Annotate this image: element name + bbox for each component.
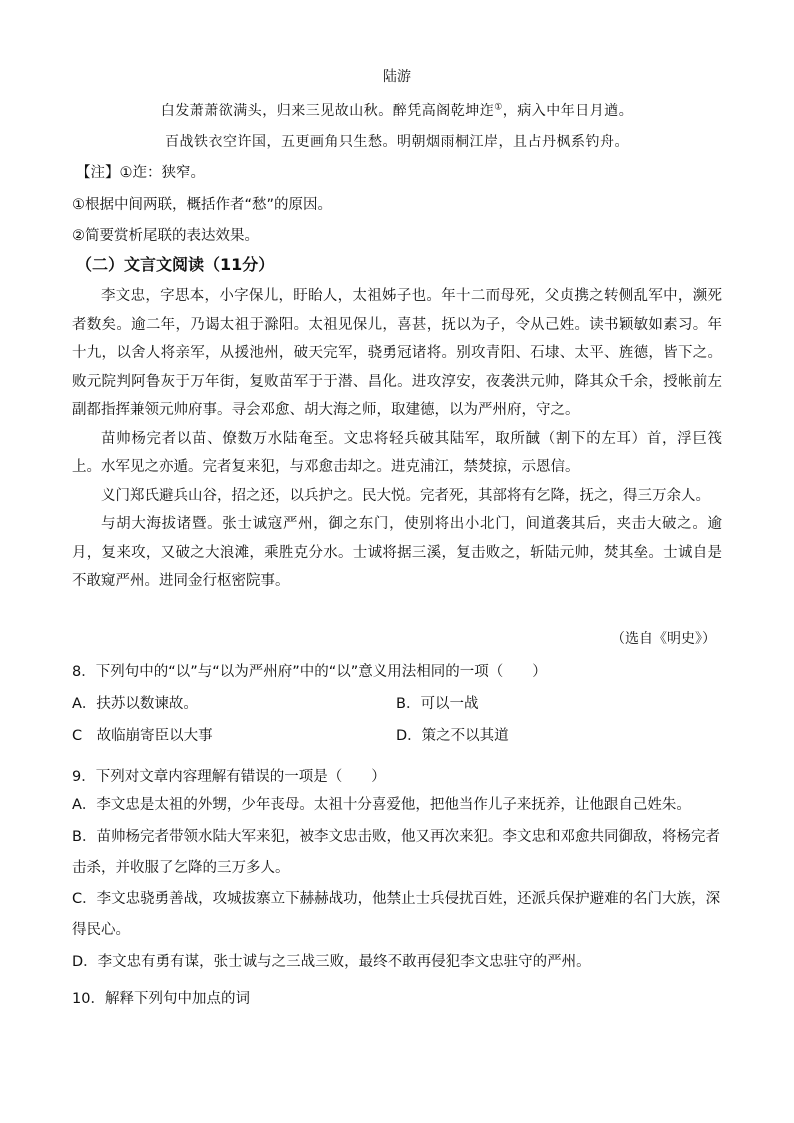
poem-line-1-tail: ，病入中年日月遒。	[502, 103, 634, 119]
question-9-option-b: B．苗帅杨完者带领水陆大军来犯，被李文忠击败，他又再次来犯。李文忠和邓愈共同御敌，将杨完者击杀，并收服了乞降的三万多人。	[72, 829, 720, 876]
question-8-option-d: D．策之不以其道	[396, 728, 509, 744]
poem-line-1	[0, 100, 794, 120]
question-10-stem: 10．解释下列句中加点的词	[72, 991, 250, 1007]
passage-paragraph: 苗帅杨完者以苗、僚数万水陆奄至。文忠将轻兵破其陆军，取所馘（割下的左耳）首，浮巨筏上。水军见之亦遁。完者复来犯，与邓愈击却之。进克浦江，禁焚掠，示恩信。	[72, 430, 722, 475]
passage-paragraph: 李文忠，字思本，小字保儿，盱眙人，太祖姊子也。年十二而母死，父贞携之转侧乱军中，濒死者数矣。逾二年，乃谒太祖于滁阳。太祖见保儿，喜甚，抚以为子，令从己姓。读书颖敏如素习。年十九，以舍人将亲军，从援池州，破天完军，骁勇冠诸将。别攻青阳、石埭、太平、旌德，皆下之。败元院判阿鲁灰于万年街，复败苗军于于潜、昌化。进攻淳安，夜袭洪元帅，降其众千余，授帐前左副都指挥兼领元帅府事。寻会邓愈、胡大海之师，取建德，以为严州府，守之。	[72, 288, 722, 418]
poem-author: 陆游	[383, 69, 411, 85]
note-mark: ①	[494, 102, 503, 113]
question-9-option-d: D．李文忠有勇有谋，张士诚与之三战三败，最终不敢再侵犯李文忠驻守的严州。	[72, 954, 591, 970]
question-8-option-c: C 故临崩寄臣以大事	[72, 728, 213, 744]
question-8-option-b: B．可以一战	[396, 696, 479, 712]
passage-paragraph: 义门郑氏避兵山谷，招之还，以兵护之。民大悦。完者死，其部将有乞降，抚之，得三万余人。	[101, 487, 710, 504]
poem-question-1: ①根据中间两联，概括作者“愁”的原因。	[72, 197, 333, 213]
classical-passage	[72, 282, 722, 596]
question-9-option-a: A．李文忠是太祖的外甥，少年丧母。太祖十分喜爱他，把他当作儿子来抚养，让他跟自己姓朱。	[72, 797, 691, 813]
question-8-stem: 8．下列句中的“以”与“以为严州府”中的“以”意义用法相同的一项（ ）	[72, 664, 547, 680]
section-heading: （二）文言文阅读（11分）	[76, 255, 275, 274]
poem-line-2: 百战铁衣空许国，五更画角只生愁。明朝烟雨桐江岸，且占丹枫系钓舟。	[165, 134, 629, 150]
question-8-option-a: A．扶苏以数谏故。	[72, 696, 198, 712]
poem-line-1-text: 白发萧萧欲满头，归来三见故山秋。醉凭高阁乾坤迮	[160, 103, 495, 119]
question-9-stem: 9．下列对文章内容理解有错误的一项是（ ）	[72, 769, 386, 785]
passage-paragraph: 与胡大海拔诸暨。张士诚寇严州，御之东门，使别将出小北门，间道袭其后，夹击大破之。逾月，复来攻，又破之大浪滩，乘胜克分水。士诚将据三溪，复击败之，斩陆元帅，焚其垒。士诚自是不敢窥严州。进同金行枢密院事。	[72, 516, 722, 589]
poem-note: 【注】①迮：狭窄。	[76, 165, 205, 181]
question-9-option-c: C．李文忠骁勇善战，攻城拔寨立下赫赫战功，他禁止士兵侵扰百姓，还派兵保护避难的名门大族，深得民心。	[72, 891, 721, 938]
poem-question-2: ②简要赏析尾联的表达效果。	[72, 228, 259, 244]
passage-source: （选自《明史》）	[611, 631, 716, 647]
